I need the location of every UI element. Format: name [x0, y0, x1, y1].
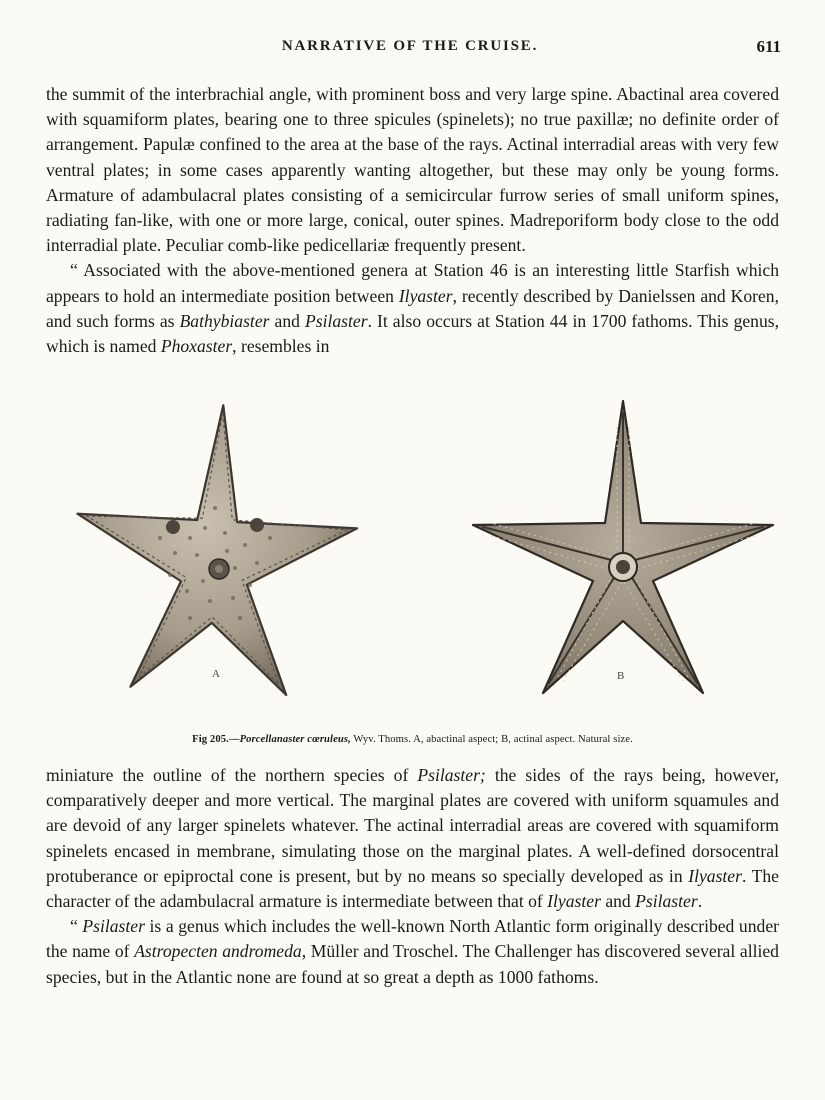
running-title: NARRATIVE OF THE CRUISE.: [281, 38, 539, 54]
text-run: .: [697, 891, 703, 912]
text-run: , Müller and Troschel. The Challenger has discovered several allied species, but in the Atlantic none are found at so great a depth as 1000 fathoms.: [46, 941, 779, 987]
text-run: the summit of the interbrachial angle, with prominent boss and very large spine. Abactinal area covered with squamiform plates, bearing one to three spicules (spinelets); no true paxillæ; no definite order of arrangement. Papulæ confined to the area at the base of the rays. Actinal interradial areas with very few ventral plates; in some cases apparently wanting altogether, but these may only be young forms. Armature of adambulacral plates consisting of a semicircular furrow series of small uniform spines, radiating fan-like, with one or more large, conical, outer spines. Madreporiform body close to the odd interradial plate. Peculiar comb-like pedicellariæ frequently present.: [46, 84, 779, 256]
figure-caption: [46, 734, 779, 745]
running-head: [0, 38, 825, 62]
paragraph-4: [46, 914, 779, 990]
starfish-b-illustration: [458, 398, 788, 708]
text-run: . It also occurs at Station 44 in 1700 fathoms. This genus, which is named: [46, 310, 780, 357]
paragraph-3: [46, 763, 779, 914]
text-run: , recently described by Danielssen and Koren, and such forms as: [46, 285, 779, 331]
caption-species: Porcellanaster cœruleus,: [239, 734, 351, 745]
italic-term: Phoxaster: [160, 336, 233, 357]
starfish-a-illustration: [50, 398, 380, 708]
text-run: , resembles in: [232, 336, 330, 357]
text-run: . The character of the adambulacral armature is intermediate between that of: [46, 865, 779, 912]
text-run: is a genus which includes the well-known North Atlantic form originally described under the name of: [46, 916, 779, 962]
paragraph-1: [46, 82, 779, 258]
text-run: miniature the outline of the northern species of: [46, 765, 418, 785]
text-run: and: [269, 310, 305, 331]
italic-term: Ilyaster: [547, 891, 601, 912]
text-block-top: [46, 82, 779, 359]
italic-term: Astropecten andromeda: [134, 941, 302, 962]
page-number: 611: [756, 37, 781, 56]
italic-term: Psilaster: [305, 310, 368, 331]
text-run: the sides of the rays being, however, comparatively deeper and more vertical. The marginal plates are covered with uniform squamules and are devoid of any larger spinelets whatever. The actinal interradial areas are covered with squamiform spinelets encased in membrane, simulating those on the marginal plates. A well-defined dorsocentral protuberance or epiproctal cone is present, but by no means so specially developed as in: [46, 765, 779, 886]
text-run: and: [600, 891, 636, 912]
text-block-bottom: [46, 763, 779, 990]
italic-term: Ilyaster: [688, 865, 742, 886]
caption-figure-number: Fig 205.—: [192, 734, 240, 745]
italic-term: Psilaster: [82, 916, 145, 937]
figure-label-a: A: [212, 668, 220, 680]
caption-text: Wyv. Thoms. A, abactinal aspect; B, actinal aspect. Natural size.: [350, 734, 633, 745]
paragraph-2: [46, 258, 779, 359]
text-run: “ Associated with the above-mentioned genera at Station 46 is an interesting little Starfish which appears to hold an intermediate position between: [46, 260, 779, 306]
italic-term: Psilaster;: [417, 765, 486, 785]
italic-term: Psilaster: [635, 891, 698, 912]
figure-205: [46, 398, 779, 718]
figure-label-b: B: [617, 670, 625, 682]
italic-term: Ilyaster: [398, 285, 453, 306]
text-run: “: [70, 916, 83, 937]
italic-term: Bathybiaster: [179, 310, 270, 331]
